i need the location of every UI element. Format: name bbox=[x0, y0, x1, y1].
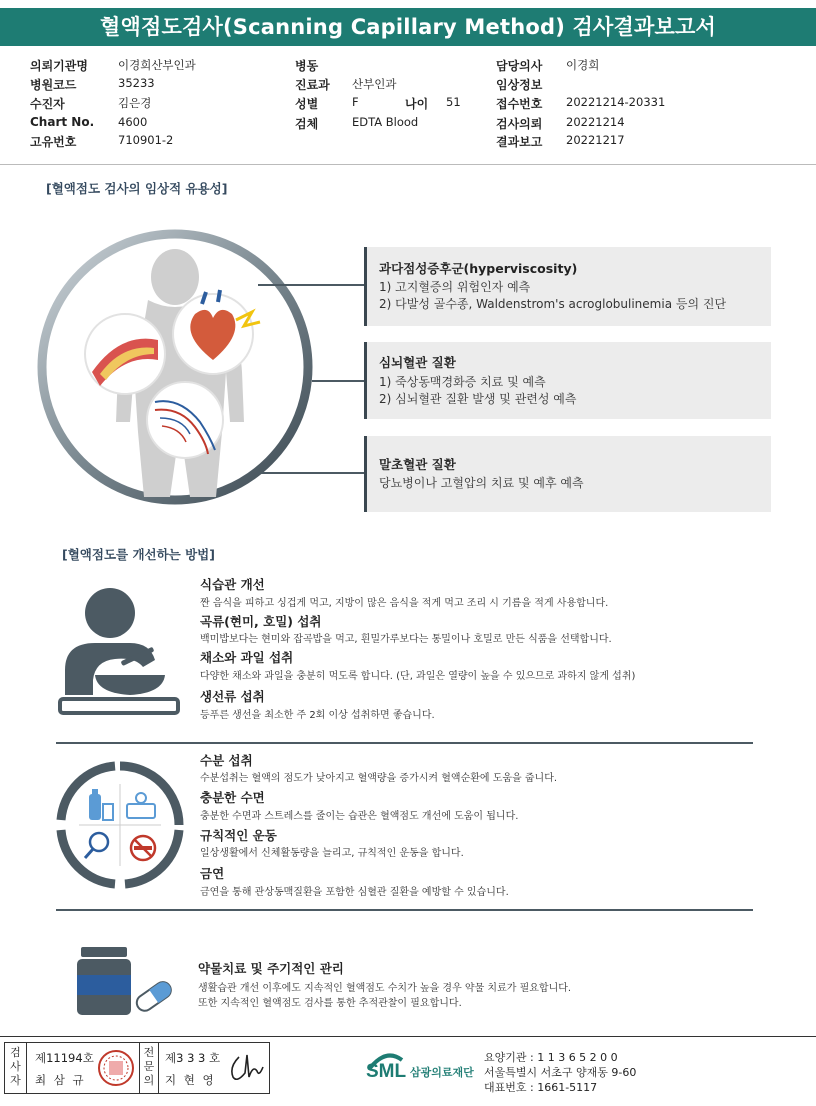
item-title: 생선류 섭취 bbox=[200, 689, 265, 704]
item-desc: 금연을 통해 관상동맥질환을 포함한 심혈관 질환을 예방할 수 있습니다. bbox=[200, 887, 509, 898]
item-desc: 수분섭취는 혈액의 점도가 낮아지고 혈액량을 증가시켜 혈액순환에 도움을 줍니다. bbox=[200, 773, 558, 784]
code-value: 35233 bbox=[118, 76, 155, 90]
box-line: 2) 다발성 골수종, Waldenstrom's acroglobulinemia 등의 진단 bbox=[379, 297, 727, 311]
company-logo bbox=[366, 1048, 474, 1090]
sex-label: 성별 bbox=[295, 97, 319, 111]
dept-label: 진료과 bbox=[295, 78, 330, 92]
box-accent bbox=[364, 247, 367, 326]
clinical-box-hyperviscosity bbox=[364, 247, 771, 326]
box-accent bbox=[364, 436, 367, 512]
id-label: 고유번호 bbox=[30, 135, 77, 149]
report-title: 혈액점도검사(Scanning Capillary Method) 검사결과보고서 bbox=[0, 8, 816, 46]
item-desc: 생활습관 개선 이후에도 지속적인 혈액점도 수치가 높을 경우 약물 치료가 필요합니다. bbox=[198, 983, 572, 994]
inspector-label bbox=[5, 1043, 27, 1093]
chart-label: Chart No. bbox=[30, 115, 95, 129]
age-label: 나이 bbox=[405, 97, 429, 111]
signature-icon bbox=[227, 1051, 265, 1085]
item-title: 채소와 과일 섭취 bbox=[200, 650, 294, 665]
clinical-box-cardio bbox=[364, 342, 771, 419]
pathologist-license: 제3 3 3 호 bbox=[165, 1051, 221, 1065]
pathologist-name: 지 현 영 bbox=[165, 1073, 216, 1087]
address: 서울특별시 서초구 양재동 9-60 bbox=[484, 1066, 637, 1079]
box-line: 당뇨병이나 고혈압의 치료 및 예후 예측 bbox=[379, 476, 584, 490]
item-desc: 충분한 수면과 스트레스를 줄이는 습관은 혈액점도 개선에 도움이 됩니다. bbox=[200, 811, 519, 822]
signature-box bbox=[4, 1042, 270, 1094]
inspector-license: 제11194호 bbox=[35, 1051, 94, 1065]
chart-value: 4600 bbox=[118, 115, 148, 129]
code-label: 병원코드 bbox=[30, 78, 77, 92]
patient-value: 김은경 bbox=[118, 96, 152, 110]
sleep-icon bbox=[127, 793, 155, 818]
item-title: 규칙적인 운동 bbox=[200, 828, 277, 843]
box-title: 말초혈관 질환 bbox=[379, 457, 456, 472]
item-desc: 백미밥보다는 현미와 잡곡밥을 먹고, 흰밀가루보다는 통밀이나 호밀로 만든 식품을 선택합니다. bbox=[200, 634, 612, 645]
item-title: 약물치료 및 주기적인 관리 bbox=[198, 961, 344, 976]
phone: 대표번호 : 1661-5117 bbox=[484, 1081, 598, 1094]
ward-label: 병동 bbox=[295, 59, 319, 73]
request-label: 검사의뢰 bbox=[496, 117, 543, 131]
section-divider bbox=[56, 742, 753, 744]
doctor-value: 이경희 bbox=[566, 58, 600, 72]
doctor-label: 담당의사 bbox=[496, 59, 543, 73]
box-title: 심뇌혈관 질환 bbox=[379, 355, 456, 370]
box-title: 과다점성증후군(hyperviscosity) bbox=[379, 261, 578, 276]
connector-line bbox=[258, 284, 366, 286]
item-desc: 일상생활에서 신체활동량을 늘리고, 규칙적인 운동을 합니다. bbox=[200, 848, 464, 859]
report-label: 결과보고 bbox=[496, 135, 543, 149]
item-title: 충분한 수면 bbox=[200, 790, 265, 805]
clinical-label: 임상정보 bbox=[496, 78, 543, 92]
age-value: 51 bbox=[446, 95, 461, 109]
patient-label: 수진자 bbox=[30, 97, 65, 111]
item-desc: 또한 지속적인 혈액점도 검사를 통한 추적관찰이 필요합니다. bbox=[198, 998, 462, 1009]
footer-divider bbox=[0, 1036, 816, 1037]
sex-value: F bbox=[352, 95, 359, 109]
no-smoking-icon bbox=[131, 836, 155, 860]
item-title: 곡류(현미, 호밀) 섭취 bbox=[200, 614, 322, 629]
artery-icon bbox=[85, 314, 165, 394]
box-accent bbox=[364, 342, 367, 419]
item-title: 식습관 개선 bbox=[200, 577, 265, 592]
clinical-box-peripheral bbox=[364, 436, 771, 512]
improve-section-title: [혈액점도를 개선하는 방법] bbox=[62, 547, 215, 562]
pathologist-label-text: 전문의 bbox=[143, 1046, 155, 1087]
agency-code: 요양기관 : 1 1 3 6 5 2 0 0 bbox=[484, 1051, 618, 1064]
heart-icon bbox=[173, 290, 260, 374]
hospital-label: 의뢰기관명 bbox=[30, 59, 88, 73]
hospital-value: 이경희산부인과 bbox=[118, 58, 196, 72]
exercise-racket-icon bbox=[85, 833, 108, 858]
pathologist-label bbox=[139, 1043, 159, 1093]
specimen-label: 검체 bbox=[295, 117, 319, 131]
request-value: 20221214 bbox=[566, 115, 625, 129]
seal-stamp-icon bbox=[95, 1047, 137, 1089]
person-eating-icon bbox=[55, 585, 185, 720]
header-divider bbox=[0, 164, 816, 165]
company-name: 삼광의료재단 bbox=[410, 1066, 474, 1079]
box-line: 2) 심뇌혈관 질환 발생 및 관련성 예측 bbox=[379, 392, 577, 406]
water-bottle-icon bbox=[89, 789, 113, 820]
body-illustration bbox=[30, 222, 320, 512]
receipt-value: 20221214-20331 bbox=[566, 95, 666, 109]
item-desc: 짠 음식을 피하고 싱겁게 먹고, 지방이 많은 음식을 적게 먹고 조리 시 기름을 적게 사용합니다. bbox=[200, 598, 609, 609]
connector-line bbox=[258, 472, 366, 474]
inspector-label-text: 검사자 bbox=[10, 1046, 21, 1087]
item-title: 수분 섭취 bbox=[200, 753, 253, 768]
blood-vessel-icon bbox=[147, 382, 223, 458]
box-line: 1) 죽상동맥경화증 치료 및 예측 bbox=[379, 375, 546, 389]
specimen-value: EDTA Blood bbox=[352, 115, 419, 129]
item-desc: 등푸른 생선을 최소한 주 2회 이상 섭취하면 좋습니다. bbox=[200, 710, 435, 721]
item-desc: 다양한 채소와 과일을 충분히 먹도록 합니다. (단, 과일은 열량이 높을 수 있으므로 과하지 않게 섭취) bbox=[200, 671, 636, 682]
clinical-section-title: [혈액점도 검사의 임상적 유용성] bbox=[46, 181, 228, 196]
box-line: 1) 고지혈증의 위험인자 예측 bbox=[379, 280, 531, 294]
logo-text: SML bbox=[366, 1061, 407, 1082]
item-title: 금연 bbox=[200, 866, 225, 881]
receipt-label: 접수번호 bbox=[496, 97, 543, 111]
inspector-name: 최 삼 규 bbox=[35, 1073, 86, 1087]
report-value: 20221217 bbox=[566, 133, 625, 147]
lifestyle-circle-icon bbox=[55, 760, 185, 890]
medicine-bottle-icon bbox=[75, 945, 175, 1017]
id-value: 710901-2 bbox=[118, 133, 174, 147]
connector-line bbox=[312, 380, 366, 382]
section-divider bbox=[56, 909, 753, 911]
dept-value: 산부인과 bbox=[352, 77, 397, 91]
